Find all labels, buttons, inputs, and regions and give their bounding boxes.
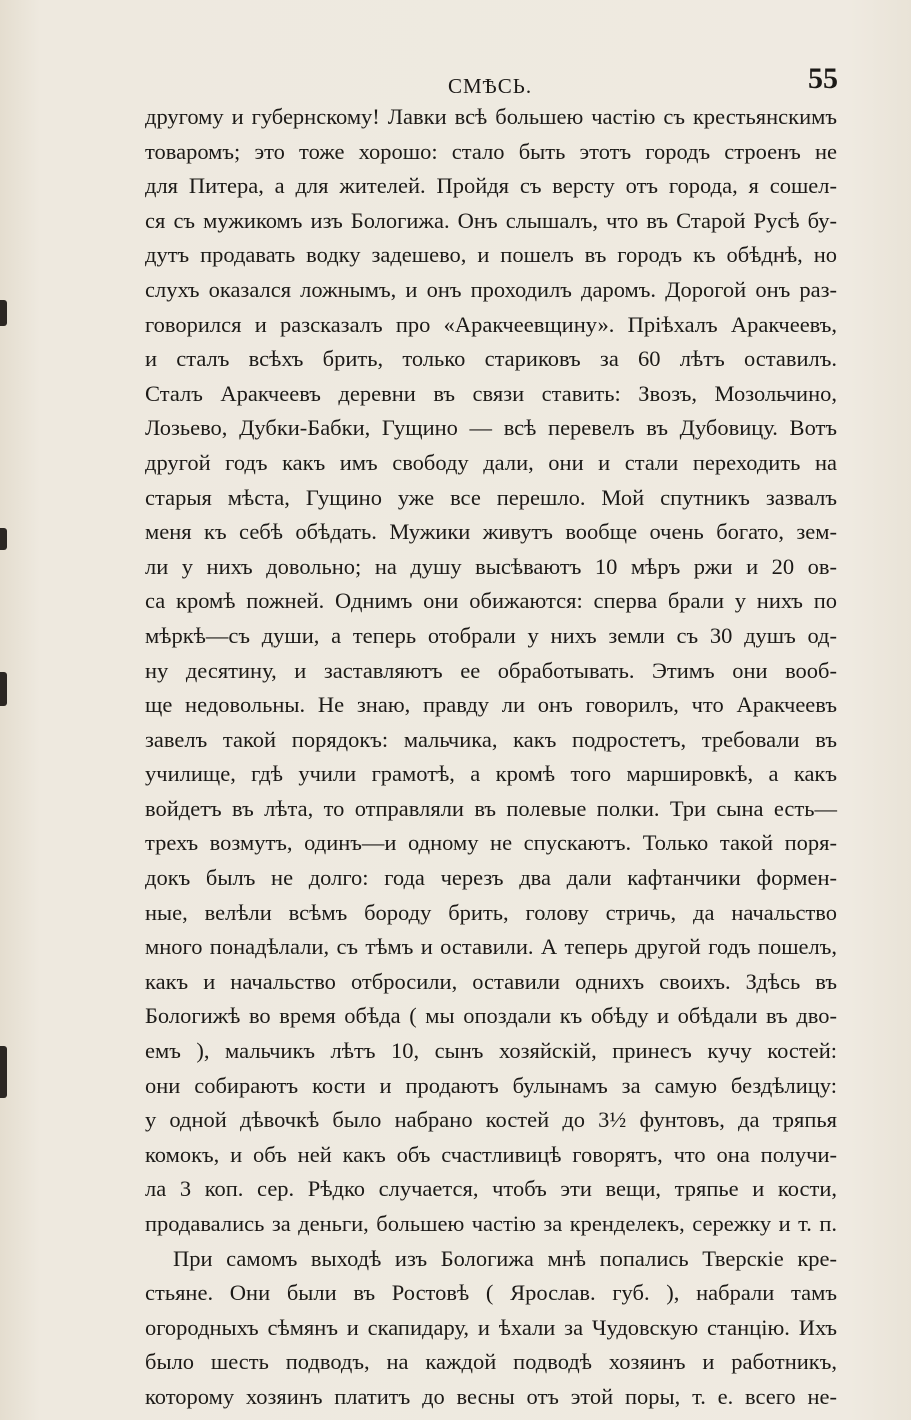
text-line: ну десятину, и заставляютъ ее обработывать. Этимъ они вооб- xyxy=(145,657,837,683)
text-line: са кромѣ пожней. Однимъ они обижаются: сперва брали у нихъ по xyxy=(145,588,837,614)
text-line: стьяне. Они были въ Ростовѣ ( Ярослав. губ. ), набрали тамъ xyxy=(145,1280,837,1306)
page-number: 55 xyxy=(808,62,838,95)
text-line: дутъ продавать водку задешево, и пошелъ въ городъ къ обѣднѣ, но xyxy=(145,242,837,268)
text-line: мѣркѣ—съ души, а теперь отобрали у нихъ земли съ 30 душъ од- xyxy=(145,622,837,648)
text-line: огородныхъ сѣмянъ и скапидару, и ѣхали за Чудовскую станцію. Ихъ xyxy=(145,1314,837,1340)
text-line: старыя мѣста, Гущино уже все перешло. Мой спутникъ зазвалъ xyxy=(145,484,837,510)
text-line: которому хозяинъ платитъ до весны отъ этой поры, т. е. всего не- xyxy=(145,1383,837,1409)
text-line: было шесть подводъ, на каждой подводѣ хозяинъ и работникъ, xyxy=(145,1349,837,1375)
text-line: емъ ), мальчикъ лѣтъ 10, сынъ хозяйскій, принесъ кучу костей: xyxy=(145,1038,837,1064)
text-line: ся съ мужикомъ изъ Бологижа. Онъ слышалъ, что въ Старой Русѣ бу- xyxy=(145,207,837,233)
text-line: говорился и разсказалъ про «Аракчеевщину». Пріѣхалъ Аракчеевъ, xyxy=(145,311,837,337)
page-header xyxy=(0,58,911,98)
text-line: они собираютъ кости и продаютъ булынамъ за самую бездѣлицу: xyxy=(145,1072,837,1098)
text-line: войдетъ въ лѣта, то отправляли въ полевые полки. Три сына есть— xyxy=(145,795,837,821)
text-line: меня къ себѣ обѣдать. Мужики живутъ вообще очень богато, зем- xyxy=(145,519,837,545)
text-line: ла 3 коп. сер. Рѣдко случается, чтобъ эти вещи, тряпье и кости, xyxy=(145,1176,837,1202)
text-line: Сталъ Аракчеевъ деревни въ связи ставить: Звозъ, Мозольчино, xyxy=(145,380,837,406)
text-line: училище, гдѣ учили грамотѣ, а кромѣ того маршировкѣ, а какъ xyxy=(145,761,837,787)
text-line: товаромъ; это тоже хорошо: стало быть этотъ городъ строенъ не xyxy=(145,138,837,164)
text-line: какъ и начальство отбросили, оставили одниxъ своихъ. Здѣсь въ xyxy=(145,968,837,994)
binding-shadow xyxy=(0,528,7,550)
paragraph-first-line: При самомъ выходѣ изъ Бологижа мнѣ попались Тверскіе кре- xyxy=(173,1245,837,1271)
text-line: докъ былъ не долго: года черезъ два дали кафтанчики формен- xyxy=(145,865,837,891)
text-line: у одной дѣвочкѣ было набрано костей до 3½ фунтовъ, да тряпья xyxy=(145,1107,837,1133)
text-line: и сталъ всѣхъ брить, только стариковъ за 60 лѣтъ оставилъ. xyxy=(145,346,837,372)
text-line: Лозьево, Дубки-Бабки, Гущино — всѣ перевелъ въ Дубовицу. Вотъ xyxy=(145,415,837,441)
running-head: СМѢСЬ. xyxy=(448,74,533,98)
binding-shadow xyxy=(0,300,7,326)
text-line: ные, велѣли всѣмъ бороду брить, голову стричь, да начальство xyxy=(145,899,837,925)
text-line: слухъ оказался ложнымъ, и онъ проходилъ даромъ. Дорогой онъ раз- xyxy=(145,276,837,302)
binding-shadow xyxy=(0,672,7,706)
text-line: другому и губернскому! Лавки всѣ большею частію съ крестьянскимъ xyxy=(145,104,837,129)
binding-shadow xyxy=(0,1046,7,1098)
text-line: ли у нихъ довольно; на душу высѣваютъ 10 мѣръ ржи и 20 ов- xyxy=(145,553,837,579)
text-line: для Питера, а для жителей. Пройдя съ версту отъ города, я сошел- xyxy=(145,173,837,199)
text-line: ще недовольны. Не знаю, правду ли онъ говорилъ, что Аракчеевъ xyxy=(145,692,837,718)
text-line: Бологижѣ во время обѣда ( мы опоздали къ обѣду и обѣдали въ дво- xyxy=(145,1003,837,1029)
text-line: продавались за деньги, большею частію за кренделекъ, сережку и т. п. xyxy=(145,1211,837,1236)
body-text xyxy=(145,100,837,1415)
text-line: другой годъ какъ имъ свободу дали, они и стали переходить на xyxy=(145,449,837,475)
text-line: комокъ, и объ ней какъ объ счастливицѣ говорятъ, что она получи- xyxy=(145,1141,837,1167)
text-line: много понадѣлали, съ тѣмъ и оставили. А теперь другой годъ пошелъ, xyxy=(145,934,837,960)
text-line: трехъ возмутъ, одинъ—и одному не спускаютъ. Только такой поря- xyxy=(145,830,837,856)
text-line: завелъ такой порядокъ: мальчика, какъ подростетъ, требовали въ xyxy=(145,726,837,752)
